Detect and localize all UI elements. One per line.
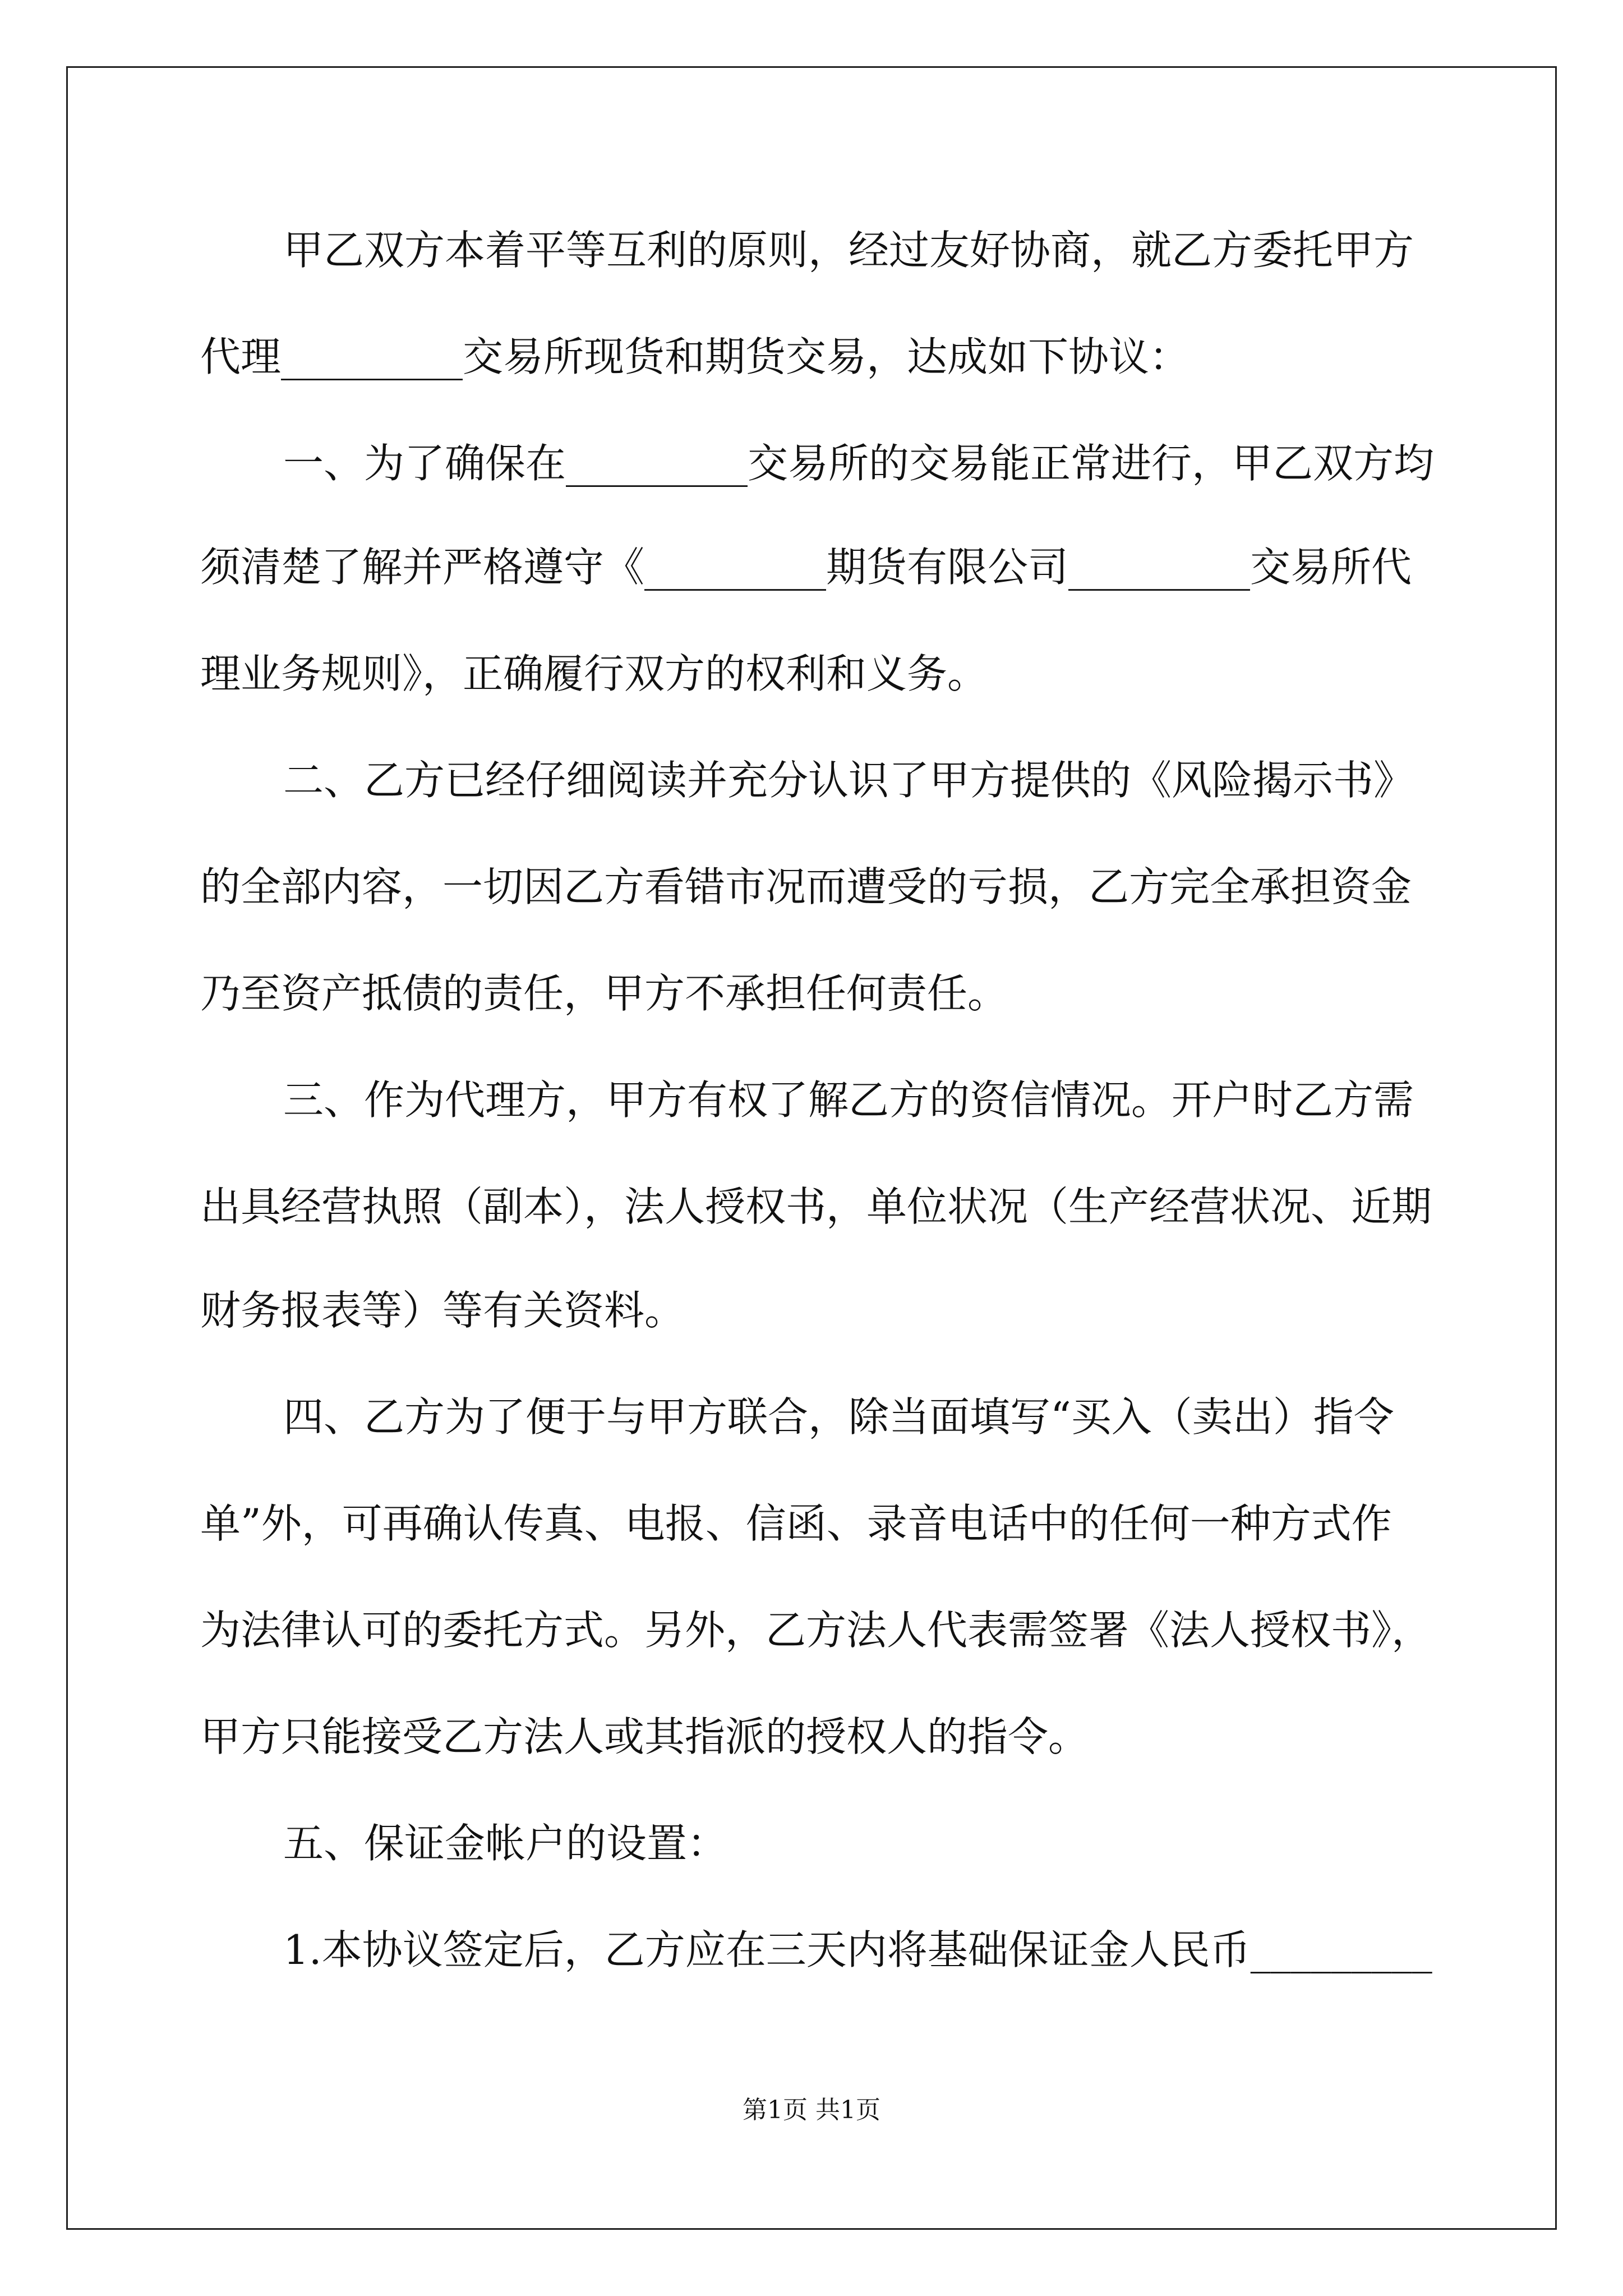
clause-5-heading: 五、保证金帐户的设置： <box>283 1820 728 1867</box>
clause-3-line-3: 财务报表等）等有关资料。 <box>200 1287 685 1334</box>
clause-3-line-2: 出具经营执照（副本），法人授权书，单位状况（生产经营状况、近期 <box>200 1183 1432 1230</box>
clause-4-line-3: 为法律认可的委托方式。另外，乙方法人代表需签署《法人授权书》， <box>200 1607 1432 1654</box>
clause-2-line-1: 二、乙方已经仔细阅读并充分认识了甲方提供的《风险揭示书》 <box>283 757 1414 804</box>
clause-1-line-2: 须清楚了解并严格遵守《_________期货有限公司_________交易所代 <box>200 544 1412 591</box>
clause-2-line-3: 乃至资产抵债的责任，甲方不承担任何责任。 <box>200 970 1008 1017</box>
paragraph-intro-line-2: 代理_________交易所现货和期货交易，达成如下协议： <box>200 333 1190 380</box>
clause-4-line-2: 单”外，可再确认传真、电报、信函、录音电话中的任何一种方式作 <box>200 1500 1392 1547</box>
clause-4-line-4: 甲方只能接受乙方法人或其指派的授权人的指令。 <box>200 1713 1089 1760</box>
page-border <box>66 66 1557 2230</box>
page-footer: 第1页 共1页 <box>743 2096 880 2124</box>
clause-3-line-1: 三、作为代理方，甲方有权了解乙方的资信情况。开户时乙方需 <box>283 1076 1414 1124</box>
clause-1-line-3: 理业务规则》，正确履行双方的权利和义务。 <box>200 650 988 697</box>
clause-1-line-1: 一、为了确保在_________交易所的交易能正常进行，甲乙双方均 <box>283 440 1435 487</box>
paragraph-intro-line-1: 甲乙双方本着平等互利的原则，经过友好协商，就乙方委托甲方 <box>283 227 1414 274</box>
clause-4-line-1: 四、乙方为了便于与甲方联合，除当面填写“买入（卖出）指令 <box>283 1393 1394 1441</box>
clause-2-line-2: 的全部内容，一切因乙方看错市况而遭受的亏损，乙方完全承担资金 <box>200 863 1412 910</box>
clause-5-item-1: 1.本协议签定后，乙方应在三天内将基础保证金人民币_________ <box>283 1926 1432 1973</box>
